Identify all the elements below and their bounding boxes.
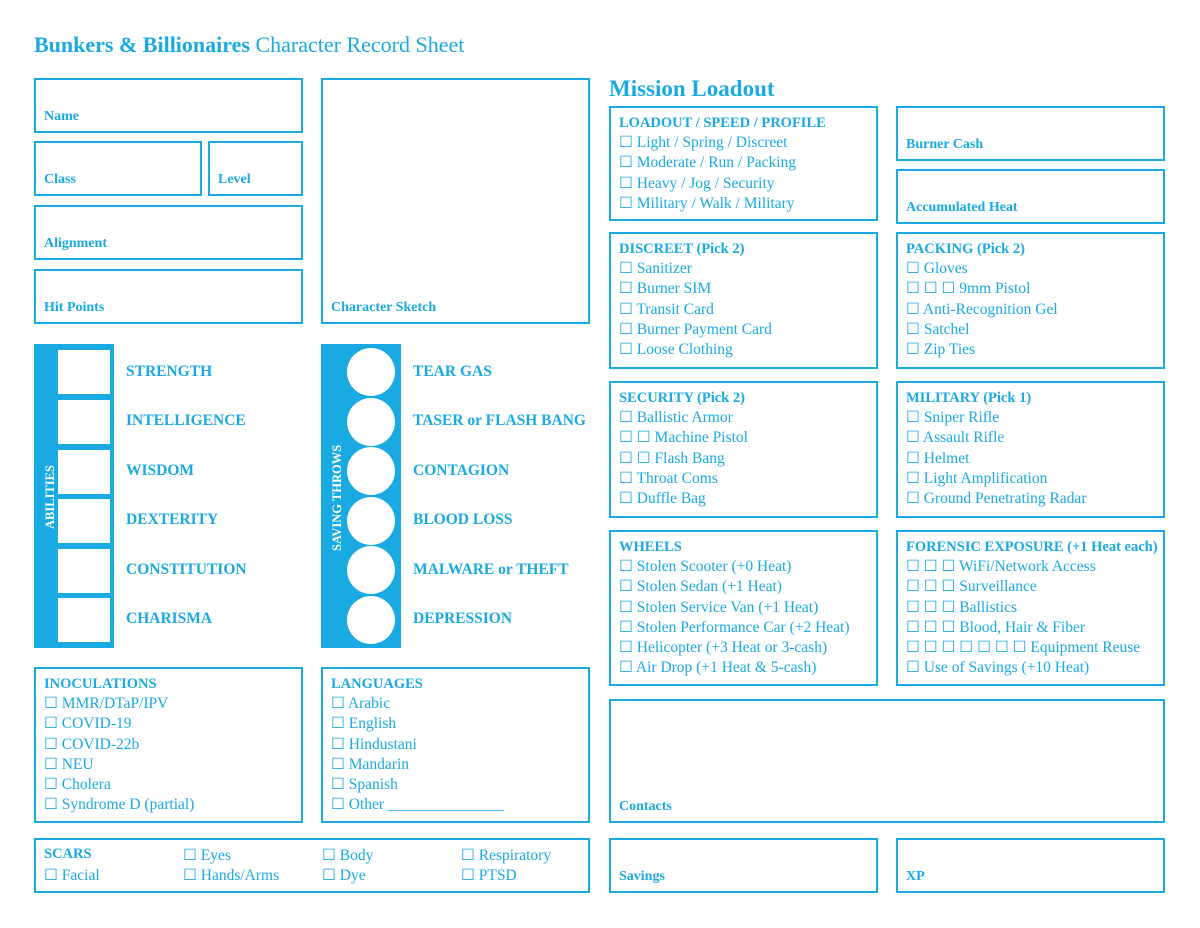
ability-score-box[interactable]: [58, 350, 110, 394]
checkbox-item[interactable]: ☐ Military / Walk / Military: [619, 194, 795, 212]
languages-section: [321, 667, 590, 823]
checkbox-item[interactable]: ☐ ☐ Flash Bang: [619, 449, 725, 467]
military-title: MILITARY (Pick 1): [906, 390, 1032, 406]
checkbox-item[interactable]: ☐ Stolen Scooter (+0 Heat): [619, 558, 792, 576]
ability-charisma: CHARISMA: [126, 610, 213, 627]
checkbox-item[interactable]: ☐ COVID-19: [44, 715, 132, 733]
packing-section: [896, 232, 1165, 369]
accumulated-heat-field[interactable]: [896, 169, 1165, 224]
class-field[interactable]: [34, 141, 202, 196]
checkbox-item[interactable]: ☐ ☐ Machine Pistol: [619, 429, 748, 447]
checkbox-item[interactable]: ☐ Heavy / Jog / Security: [619, 174, 775, 192]
loadout-section: [609, 106, 878, 221]
save-tear-gas: TEAR GAS: [413, 363, 492, 380]
scar-facial[interactable]: ☐ Facial: [44, 867, 100, 884]
ability-dexterity: DEXTERITY: [126, 511, 219, 528]
class-label: Class: [44, 172, 76, 187]
saving-throw-circle[interactable]: [347, 398, 395, 446]
ability-intelligence: INTELLIGENCE: [126, 412, 246, 429]
scars-section: [34, 838, 590, 893]
checkbox-item[interactable]: ☐ Stolen Sedan (+1 Heat): [619, 578, 782, 596]
character-sketch-label: Character Sketch: [331, 300, 437, 315]
checkbox-item[interactable]: ☐ Loose Clothing: [619, 341, 733, 359]
ability-wisdom: WISDOM: [126, 462, 195, 479]
checkbox-item[interactable]: ☐ Use of Savings (+10 Heat): [906, 659, 1090, 677]
checkbox-item[interactable]: ☐ Helicopter (+3 Heat or 3-cash): [619, 639, 828, 657]
mission-loadout-title: Mission Loadout: [609, 76, 775, 101]
page-title: Bunkers & Billionaires Character Record Sheet: [34, 32, 465, 57]
checkbox-item[interactable]: ☐ Sniper Rifle: [906, 409, 1000, 427]
checkbox-item[interactable]: ☐ Spanish: [331, 776, 398, 794]
checkbox-item[interactable]: ☐ Arabic: [331, 695, 391, 713]
checkbox-item[interactable]: ☐ ☐ ☐ Surveillance: [906, 578, 1037, 596]
save-contagion: CONTAGION: [413, 462, 510, 479]
hit-points-label: Hit Points: [44, 300, 105, 315]
saving-throws-bar: [321, 344, 401, 648]
checkbox-item[interactable]: ☐ Hindustani: [331, 735, 417, 753]
military-section: [896, 381, 1165, 518]
checkbox-item[interactable]: ☐ ☐ ☐ Blood, Hair & Fiber: [906, 618, 1086, 636]
checkbox-item[interactable]: ☐ Zip Ties: [906, 341, 976, 359]
savings-label: Savings: [619, 869, 665, 884]
abilities-label: ABILITIES: [43, 465, 57, 529]
ability-score-box[interactable]: [58, 499, 110, 543]
ability-score-box[interactable]: [58, 450, 110, 494]
save-taser: TASER or FLASH BANG: [413, 412, 586, 429]
wheels-title: WHEELS: [619, 539, 682, 555]
checkbox-item[interactable]: ☐ Air Drop (+1 Heat & 5-cash): [619, 659, 817, 677]
ability-score-box[interactable]: [58, 400, 110, 444]
checkbox-item[interactable]: ☐ ☐ ☐ ☐ ☐ ☐ ☐ Equipment Reuse: [906, 639, 1141, 657]
checkbox-item[interactable]: ☐ Ground Penetrating Radar: [906, 490, 1087, 508]
checkbox-item[interactable]: ☐ Burner SIM: [619, 280, 712, 298]
checkbox-item[interactable]: ☐ Satchel: [906, 320, 970, 338]
checkbox-item[interactable]: ☐ English: [331, 715, 397, 733]
scar-ptsd[interactable]: ☐ PTSD: [461, 867, 517, 884]
checkbox-item[interactable]: ☐ ☐ ☐ Ballistics: [906, 598, 1018, 616]
character-sketch-field[interactable]: [321, 78, 590, 324]
scar-body[interactable]: ☐ Body: [322, 847, 374, 864]
forensic-section: [896, 530, 1165, 686]
checkbox-item[interactable]: ☐ Mandarin: [331, 755, 410, 773]
checkbox-item[interactable]: ☐ NEU: [44, 755, 94, 773]
burner-cash-field[interactable]: [896, 106, 1165, 161]
saving-throw-circle[interactable]: [347, 596, 395, 644]
abilities-bar: [34, 344, 114, 648]
checkbox-item[interactable]: ☐ Ballistic Armor: [619, 409, 733, 427]
hit-points-field[interactable]: [34, 269, 303, 324]
security-section: [609, 381, 878, 518]
discreet-title: DISCREET (Pick 2): [619, 241, 745, 257]
checkbox-item[interactable]: ☐ Assault Rifle: [906, 429, 1005, 447]
saving-throw-circle[interactable]: [347, 546, 395, 594]
level-field[interactable]: [208, 141, 303, 196]
contacts-field[interactable]: [609, 699, 1165, 823]
forensic-title: FORENSIC EXPOSURE (+1 Heat each): [906, 539, 1158, 555]
saving-throw-circle[interactable]: [347, 497, 395, 545]
checkbox-item[interactable]: ☐ Moderate / Run / Packing: [619, 154, 797, 172]
loadout-title: LOADOUT / SPEED / PROFILE: [619, 115, 826, 131]
name-field[interactable]: [34, 78, 303, 133]
name-label: Name: [44, 109, 79, 124]
saving-throws-label: SAVING THROWS: [330, 444, 344, 551]
checkbox-item[interactable]: ☐ ☐ ☐ WiFi/Network Access: [906, 558, 1096, 576]
checkbox-item[interactable]: ☐ Sanitizer: [619, 260, 692, 278]
languages-title: LANGUAGES: [331, 676, 423, 692]
checkbox-item[interactable]: ☐ Duffle Bag: [619, 490, 706, 508]
security-title: SECURITY (Pick 2): [619, 390, 745, 406]
checkbox-item[interactable]: ☐ Transit Card: [619, 300, 714, 318]
ability-score-box[interactable]: [58, 598, 110, 642]
scar-respiratory[interactable]: ☐ Respiratory: [461, 847, 552, 864]
packing-title: PACKING (Pick 2): [906, 241, 1025, 257]
checkbox-item[interactable]: ☐ Cholera: [44, 776, 111, 794]
inoculations-section: [34, 667, 303, 823]
checkbox-item[interactable]: ☐ Throat Coms: [619, 469, 718, 487]
checkbox-item[interactable]: ☐ Anti-Recognition Gel: [906, 300, 1058, 318]
scar-hands-arms[interactable]: ☐ Hands/Arms: [183, 867, 280, 884]
save-malware: MALWARE or THEFT: [413, 561, 569, 578]
checkbox-item[interactable]: ☐ Helmet: [906, 449, 970, 467]
alignment-field[interactable]: [34, 205, 303, 260]
scar-dye[interactable]: ☐ Dye: [322, 867, 366, 884]
ability-constitution: CONSTITUTION: [126, 561, 247, 578]
discreet-section: [609, 232, 878, 369]
checkbox-item[interactable]: ☐ Stolen Performance Car (+2 Heat): [619, 618, 850, 636]
checkbox-item[interactable]: ☐ Light / Spring / Discreet: [619, 134, 788, 152]
checkbox-item[interactable]: ☐ Light Amplification: [906, 469, 1048, 487]
save-blood-loss: BLOOD LOSS: [413, 511, 513, 528]
savings-field[interactable]: [609, 838, 878, 893]
saving-throw-circle[interactable]: [347, 447, 395, 495]
checkbox-item[interactable]: ☐ Other _______________: [331, 796, 505, 814]
saving-throw-circle[interactable]: [347, 348, 395, 396]
wheels-section: [609, 530, 878, 686]
contacts-label: Contacts: [619, 799, 672, 814]
checkbox-item[interactable]: ☐ Stolen Service Van (+1 Heat): [619, 598, 819, 616]
save-depression: DEPRESSION: [413, 610, 513, 627]
xp-field[interactable]: [896, 838, 1165, 893]
checkbox-item[interactable]: ☐ COVID-22b: [44, 735, 140, 753]
ability-strength: STRENGTH: [126, 363, 213, 380]
checkbox-item[interactable]: ☐ Syndrome D (partial): [44, 796, 195, 814]
inoculations-title: INOCULATIONS: [44, 676, 157, 692]
alignment-label: Alignment: [44, 236, 107, 251]
level-label: Level: [218, 172, 251, 187]
accumulated-heat-label: Accumulated Heat: [906, 200, 1018, 215]
checkbox-item[interactable]: ☐ ☐ ☐ 9mm Pistol: [906, 280, 1031, 298]
scar-eyes[interactable]: ☐ Eyes: [183, 847, 231, 864]
burner-cash-label: Burner Cash: [906, 137, 984, 152]
checkbox-item[interactable]: ☐ Gloves: [906, 260, 968, 278]
checkbox-item[interactable]: ☐ MMR/DTaP/IPV: [44, 695, 169, 713]
xp-label: XP: [906, 869, 925, 884]
ability-score-box[interactable]: [58, 549, 110, 593]
scars-title: SCARS: [44, 846, 92, 862]
checkbox-item[interactable]: ☐ Burner Payment Card: [619, 320, 772, 338]
